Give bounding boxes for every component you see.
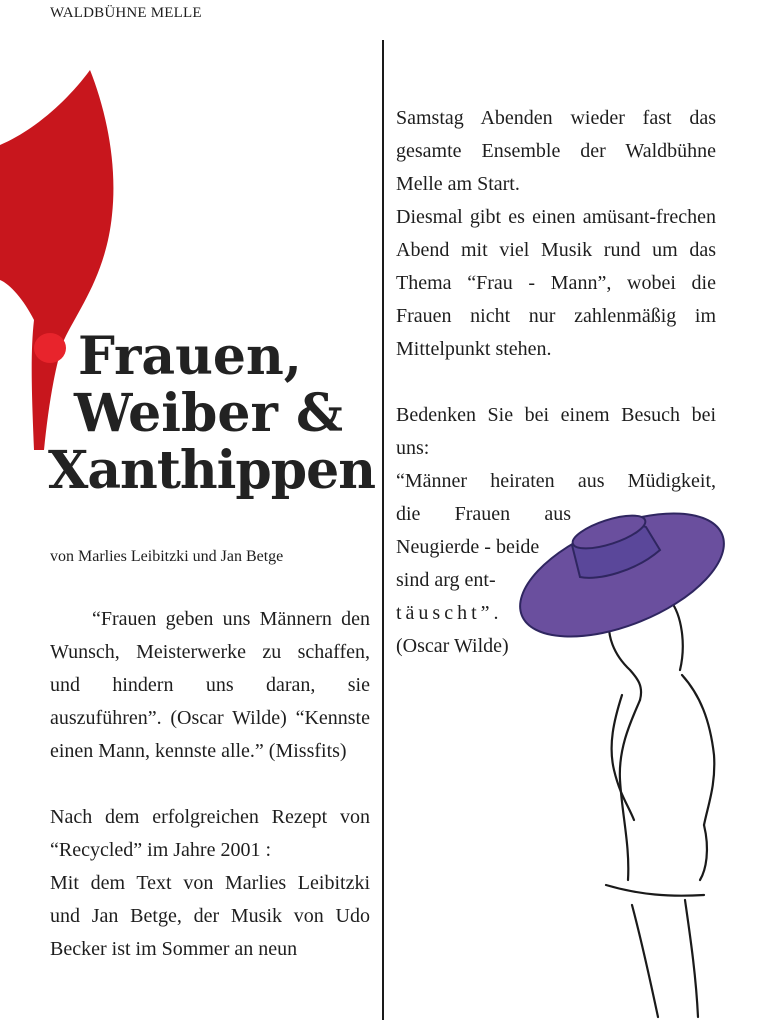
paragraph-quotes: “Frauen geben uns Männern den Wunsch, Meisterwerke zu schaffen, und hindern uns daran, sie auszuführen”. (Oscar Wilde) “Kennste einen Mann, kennste alle.” (Missfits) bbox=[50, 608, 370, 762]
quote-attribution: (Oscar Wilde) bbox=[396, 635, 509, 657]
body-front bbox=[620, 700, 640, 880]
column-divider bbox=[382, 40, 384, 1020]
article-byline: von Marlies Leibitzki und Jan Betge bbox=[50, 548, 284, 565]
article-title bbox=[48, 328, 378, 499]
left-column bbox=[50, 603, 370, 966]
body-back bbox=[682, 675, 714, 825]
quote-line-5: täuscht”. bbox=[396, 602, 503, 624]
paragraph-theme: Diesmal gibt es einen amüsant-frechen Abend mit viel Musik rund um das Thema “Frau - Mann”, wobei die Frauen nicht nur zahlenmäßig im Mittelpunkt stehen. bbox=[396, 206, 716, 360]
back-of-head bbox=[670, 600, 683, 670]
leg-left bbox=[632, 905, 658, 1017]
hat-icon bbox=[510, 505, 735, 662]
title-line-2: Weiber & bbox=[74, 383, 343, 444]
paragraph-credits: Mit dem Text von Marlies Leibitzki und Jan Betge, der Musik von Udo Becker ist im Sommer an neun bbox=[50, 872, 370, 960]
quote-line-1: “Männer heiraten aus Müdigkeit, bbox=[396, 470, 716, 492]
publication-header: WALDBÜHNE MELLE bbox=[50, 5, 202, 21]
quote-line-4: sind arg ent- bbox=[396, 569, 496, 591]
woman-with-hat-illustration bbox=[510, 505, 735, 1020]
dress-hem bbox=[606, 885, 704, 896]
title-line-1: Frauen, bbox=[78, 326, 302, 387]
quote-line-2: die Frauen aus bbox=[396, 503, 571, 525]
paragraph-visit: Bedenken Sie bei einem Besuch bei uns: bbox=[396, 404, 716, 459]
hip bbox=[700, 825, 707, 880]
quote-line-3: Neugierde - beide bbox=[396, 536, 540, 558]
title-line-3: Xanthippen bbox=[48, 440, 376, 501]
paragraph-recipe: Nach dem erfolgreichen Rezept von “Recycled” im Jahre 2001 : bbox=[50, 806, 370, 861]
paragraph-ensemble: Samstag Abenden wieder fast das gesamte Ensemble der Waldbühne Melle am Start. bbox=[396, 107, 716, 195]
leg-right bbox=[685, 900, 698, 1017]
